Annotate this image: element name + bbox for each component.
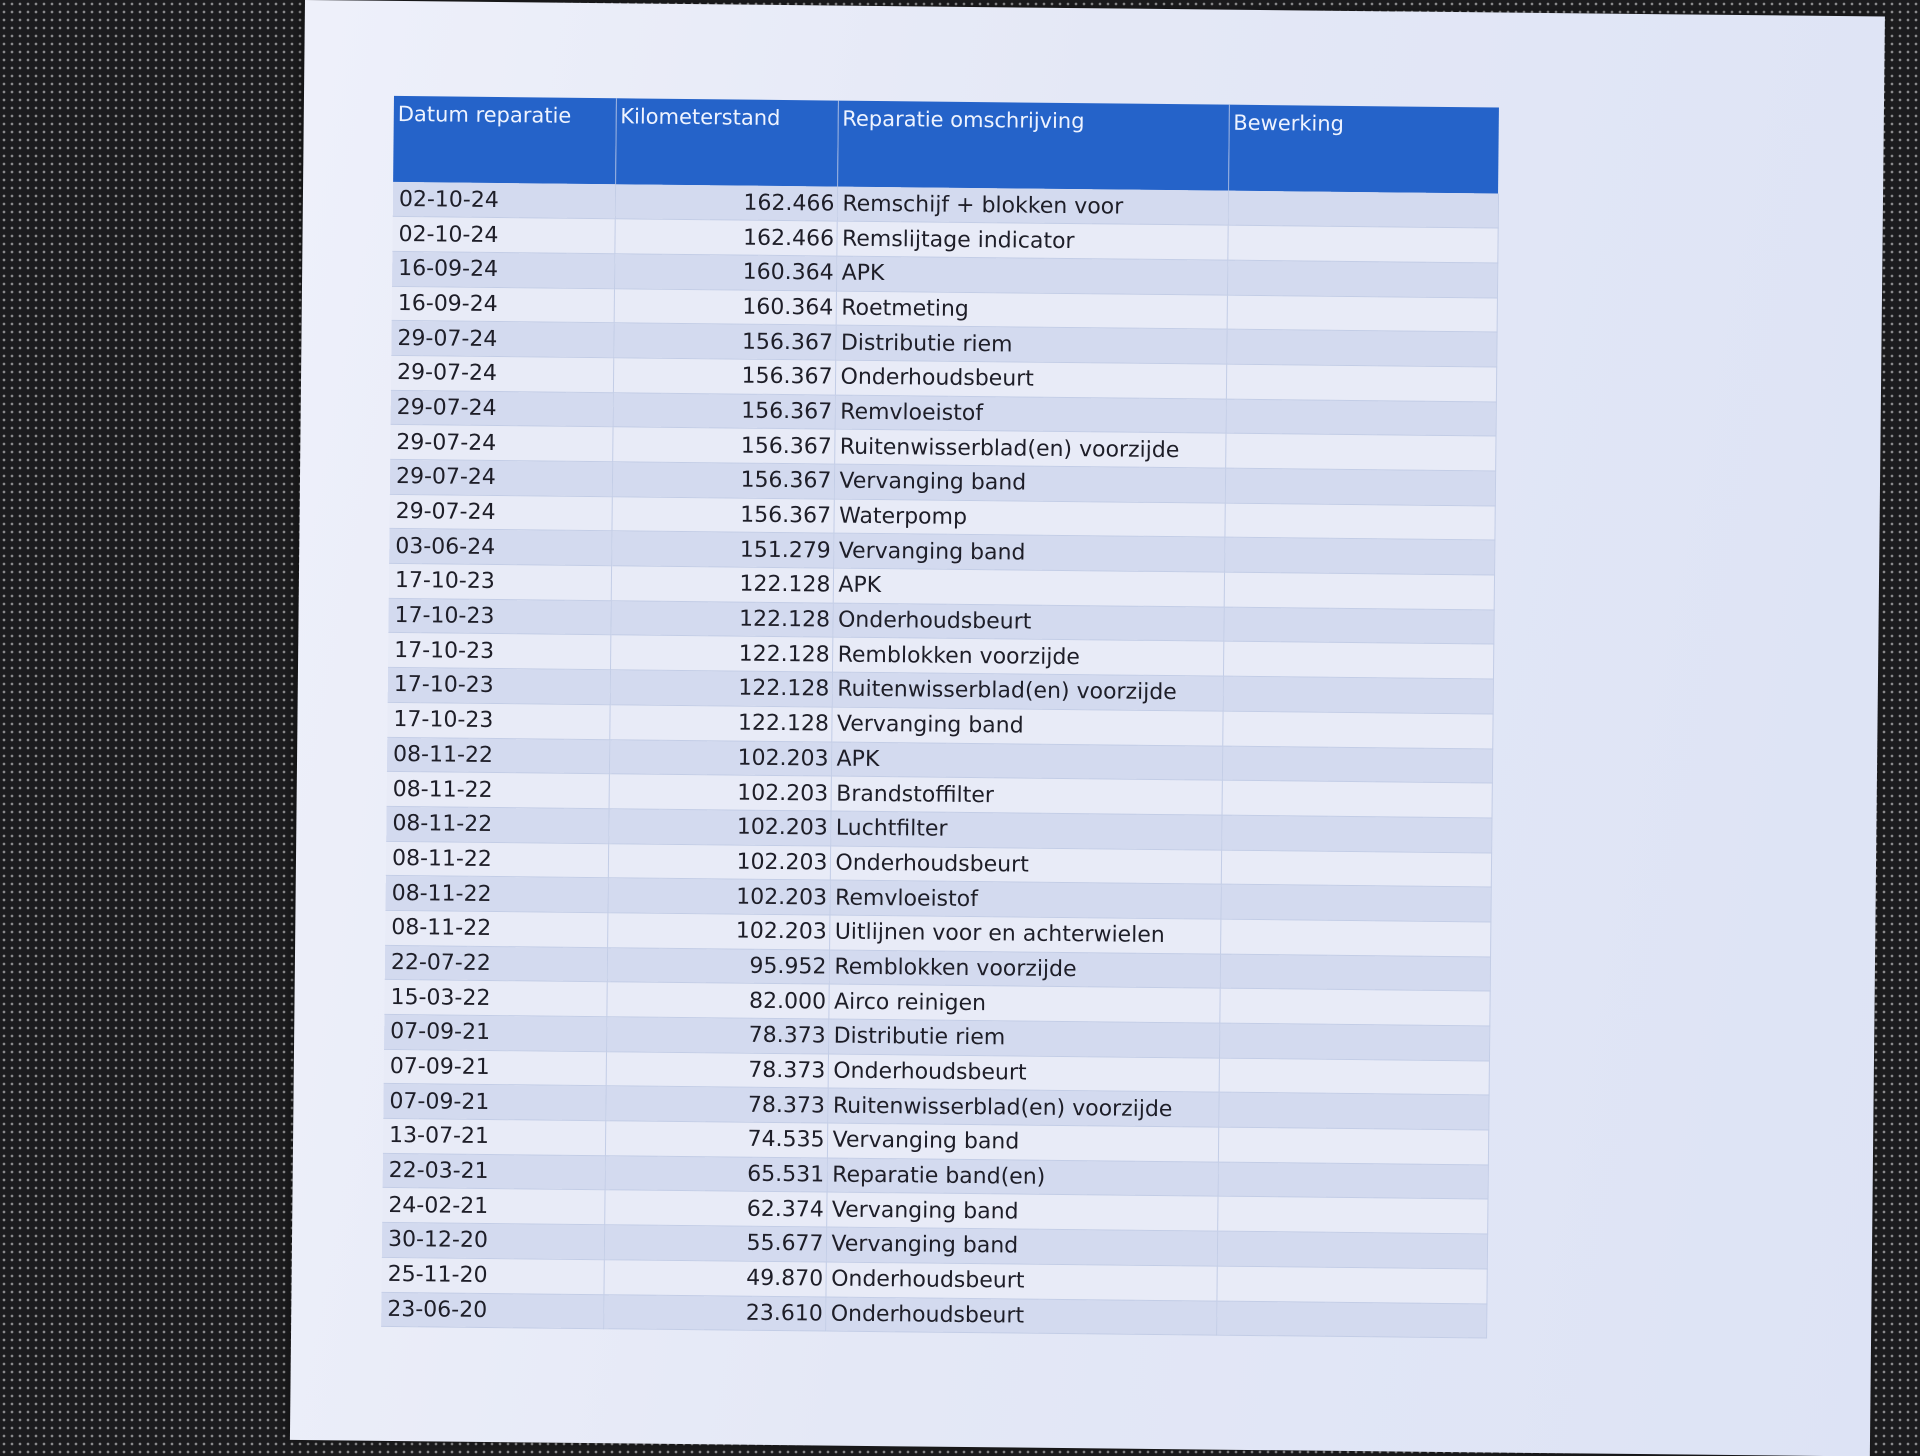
cell-bewerking — [1220, 884, 1490, 922]
cell-kilometerstand: 102.203 — [607, 878, 829, 915]
cell-bewerking — [1227, 225, 1497, 263]
cell-kilometerstand: 151.279 — [611, 531, 833, 568]
cell-date: 08-11-22 — [385, 910, 607, 947]
cell-omschrijving: Ruitenwisserblad(en) voorzijde — [834, 429, 1225, 468]
cell-omschrijving: APK — [836, 256, 1227, 295]
cell-bewerking — [1224, 572, 1494, 610]
cell-date: 17-10-23 — [388, 633, 610, 670]
cell-kilometerstand: 162.466 — [614, 219, 836, 256]
cell-kilometerstand: 160.364 — [614, 254, 836, 291]
cell-omschrijving: APK — [833, 568, 1224, 607]
cell-date: 25-11-20 — [381, 1257, 603, 1294]
cell-omschrijving: Remblokken voorzijde — [829, 950, 1220, 989]
cell-omschrijving: Vervanging band — [826, 1192, 1217, 1231]
cell-date: 30-12-20 — [382, 1223, 604, 1260]
cell-bewerking — [1220, 919, 1490, 957]
cell-bewerking — [1223, 607, 1493, 645]
header-row — [393, 96, 1499, 194]
printed-sheet — [290, 0, 1885, 1456]
cell-omschrijving: Roetmeting — [836, 291, 1227, 330]
cell-kilometerstand: 156.367 — [611, 496, 833, 533]
cell-date: 02-10-24 — [392, 217, 614, 254]
cell-bewerking — [1225, 433, 1495, 471]
cell-omschrijving: Vervanging band — [826, 1227, 1217, 1266]
cell-omschrijving: Onderhoudsbeurt — [830, 846, 1221, 885]
cell-omschrijving: Onderhoudsbeurt — [828, 1054, 1219, 1093]
cell-date: 08-11-22 — [387, 772, 609, 809]
cell-bewerking — [1228, 191, 1498, 229]
cell-kilometerstand: 156.367 — [613, 323, 835, 360]
cell-omschrijving: Distributie riem — [828, 1019, 1219, 1058]
cell-kilometerstand: 122.128 — [610, 635, 832, 672]
cell-date: 17-10-23 — [388, 598, 610, 635]
cell-omschrijving: Ruitenwisserblad(en) voorzijde — [827, 1088, 1218, 1127]
cell-kilometerstand: 122.128 — [609, 705, 831, 742]
cell-kilometerstand: 78.373 — [606, 1017, 828, 1054]
cell-bewerking — [1223, 676, 1493, 714]
cell-bewerking — [1216, 1301, 1486, 1339]
cell-omschrijving: Waterpomp — [833, 499, 1224, 538]
cell-bewerking — [1219, 1023, 1489, 1061]
cell-kilometerstand: 55.677 — [604, 1225, 826, 1262]
cell-date: 07-09-21 — [384, 1014, 606, 1051]
cell-omschrijving: Remschijf + blokken voor — [837, 187, 1228, 226]
cell-bewerking — [1222, 746, 1492, 784]
cell-omschrijving: Airco reinigen — [828, 984, 1219, 1023]
cell-bewerking — [1224, 503, 1494, 541]
cell-omschrijving: Onderhoudsbeurt — [835, 360, 1226, 399]
cell-date: 08-11-22 — [387, 737, 609, 774]
cell-kilometerstand: 74.535 — [605, 1121, 827, 1158]
cell-date: 22-03-21 — [383, 1153, 605, 1190]
cell-kilometerstand: 102.203 — [608, 843, 830, 880]
cell-date: 02-10-24 — [393, 182, 615, 219]
cell-date: 23-06-20 — [381, 1292, 603, 1329]
cell-date: 17-10-23 — [388, 668, 610, 705]
cell-omschrijving: Distributie riem — [835, 325, 1226, 364]
cell-date: 16-09-24 — [392, 286, 614, 323]
cell-bewerking — [1222, 780, 1492, 818]
cell-bewerking — [1218, 1093, 1488, 1131]
cell-bewerking — [1219, 1058, 1489, 1096]
cell-omschrijving: Onderhoudsbeurt — [825, 1297, 1216, 1336]
cell-bewerking — [1222, 711, 1492, 749]
cell-bewerking — [1223, 642, 1493, 680]
cell-omschrijving: Remvloeistof — [829, 880, 1220, 919]
cell-bewerking — [1221, 815, 1491, 853]
cell-kilometerstand: 78.373 — [606, 1051, 828, 1088]
cell-kilometerstand: 156.367 — [612, 462, 834, 499]
cell-date: 08-11-22 — [386, 806, 608, 843]
cell-omschrijving: Vervanging band — [834, 464, 1225, 503]
cell-bewerking — [1220, 954, 1490, 992]
cell-date: 17-10-23 — [389, 563, 611, 600]
cell-bewerking — [1217, 1231, 1487, 1269]
cell-bewerking — [1226, 399, 1496, 437]
cell-kilometerstand: 156.367 — [613, 358, 835, 395]
table-body — [381, 182, 1498, 1338]
cell-date: 24-02-21 — [382, 1188, 604, 1225]
cell-date: 07-09-21 — [384, 1049, 606, 1086]
cell-date: 13-07-21 — [383, 1118, 605, 1155]
cell-omschrijving: Onderhoudsbeurt — [825, 1262, 1216, 1301]
cell-bewerking — [1226, 329, 1496, 367]
cell-bewerking — [1218, 1162, 1488, 1200]
cell-kilometerstand: 95.952 — [607, 947, 829, 984]
cell-omschrijving: Remblokken voorzijde — [832, 637, 1223, 676]
cell-date: 03-06-24 — [389, 529, 611, 566]
cell-bewerking — [1216, 1266, 1486, 1304]
cell-kilometerstand: 102.203 — [609, 739, 831, 776]
cell-omschrijving: Onderhoudsbeurt — [832, 603, 1223, 642]
cell-omschrijving: Ruitenwisserblad(en) voorzijde — [832, 672, 1223, 711]
cell-bewerking — [1224, 538, 1494, 576]
cell-date: 29-07-24 — [391, 390, 613, 427]
cell-kilometerstand: 23.610 — [603, 1294, 825, 1331]
repair-history-table-wrapper — [381, 96, 1499, 1339]
cell-kilometerstand: 82.000 — [606, 982, 828, 1019]
cell-kilometerstand: 156.367 — [612, 427, 834, 464]
repair-history-table — [381, 96, 1499, 1339]
header-kilometerstand: Kilometerstand — [615, 98, 838, 186]
cell-date: 22-07-22 — [385, 945, 607, 982]
cell-bewerking — [1226, 364, 1496, 402]
cell-date: 29-07-24 — [391, 321, 613, 358]
cell-bewerking — [1225, 468, 1495, 506]
cell-date: 16-09-24 — [392, 251, 614, 288]
header-reparatie-omschrijving: Reparatie omschrijving — [837, 101, 1229, 191]
cell-bewerking — [1217, 1197, 1487, 1235]
cell-date: 07-09-21 — [383, 1084, 605, 1121]
cell-date: 29-07-24 — [390, 459, 612, 496]
cell-kilometerstand: 162.466 — [615, 184, 837, 221]
cell-omschrijving: Luchtfilter — [830, 811, 1221, 850]
cell-kilometerstand: 122.128 — [611, 566, 833, 603]
cell-omschrijving: Vervanging band — [827, 1123, 1218, 1162]
header-datum-reparatie: Datum reparatie — [393, 96, 616, 184]
cell-omschrijving: Remslijtage indicator — [836, 221, 1227, 260]
cell-omschrijving: Vervanging band — [831, 707, 1222, 746]
cell-omschrijving: Reparatie band(en) — [827, 1158, 1218, 1197]
cell-bewerking — [1227, 295, 1497, 333]
cell-kilometerstand: 122.128 — [610, 670, 832, 707]
cell-kilometerstand: 160.364 — [614, 288, 836, 325]
cell-date: 29-07-24 — [390, 425, 612, 462]
cell-omschrijving: Brandstoffilter — [831, 776, 1222, 815]
cell-kilometerstand: 102.203 — [607, 913, 829, 950]
cell-bewerking — [1227, 260, 1497, 298]
cell-date: 29-07-24 — [391, 355, 613, 392]
cell-date: 17-10-23 — [387, 702, 609, 739]
cell-kilometerstand: 102.203 — [608, 809, 830, 846]
cell-bewerking — [1221, 850, 1491, 888]
cell-kilometerstand: 78.373 — [605, 1086, 827, 1123]
header-bewerking: Bewerking — [1228, 105, 1499, 194]
cell-bewerking — [1218, 1127, 1488, 1165]
cell-date: 08-11-22 — [386, 841, 608, 878]
cell-omschrijving: Vervanging band — [833, 533, 1224, 572]
cell-kilometerstand: 49.870 — [603, 1260, 825, 1297]
cell-date: 29-07-24 — [389, 494, 611, 531]
cell-kilometerstand: 122.128 — [610, 600, 832, 637]
cell-date: 15-03-22 — [384, 980, 606, 1017]
table-header — [393, 96, 1499, 194]
cell-kilometerstand: 156.367 — [613, 392, 835, 429]
cell-kilometerstand: 62.374 — [604, 1190, 826, 1227]
cell-date: 08-11-22 — [385, 876, 607, 913]
cell-bewerking — [1219, 988, 1489, 1026]
cell-omschrijving: Remvloeistof — [835, 395, 1226, 434]
cell-omschrijving: APK — [831, 742, 1222, 781]
cell-kilometerstand: 65.531 — [605, 1155, 827, 1192]
cell-kilometerstand: 102.203 — [609, 774, 831, 811]
cell-omschrijving: Uitlijnen voor en achterwielen — [829, 915, 1220, 954]
